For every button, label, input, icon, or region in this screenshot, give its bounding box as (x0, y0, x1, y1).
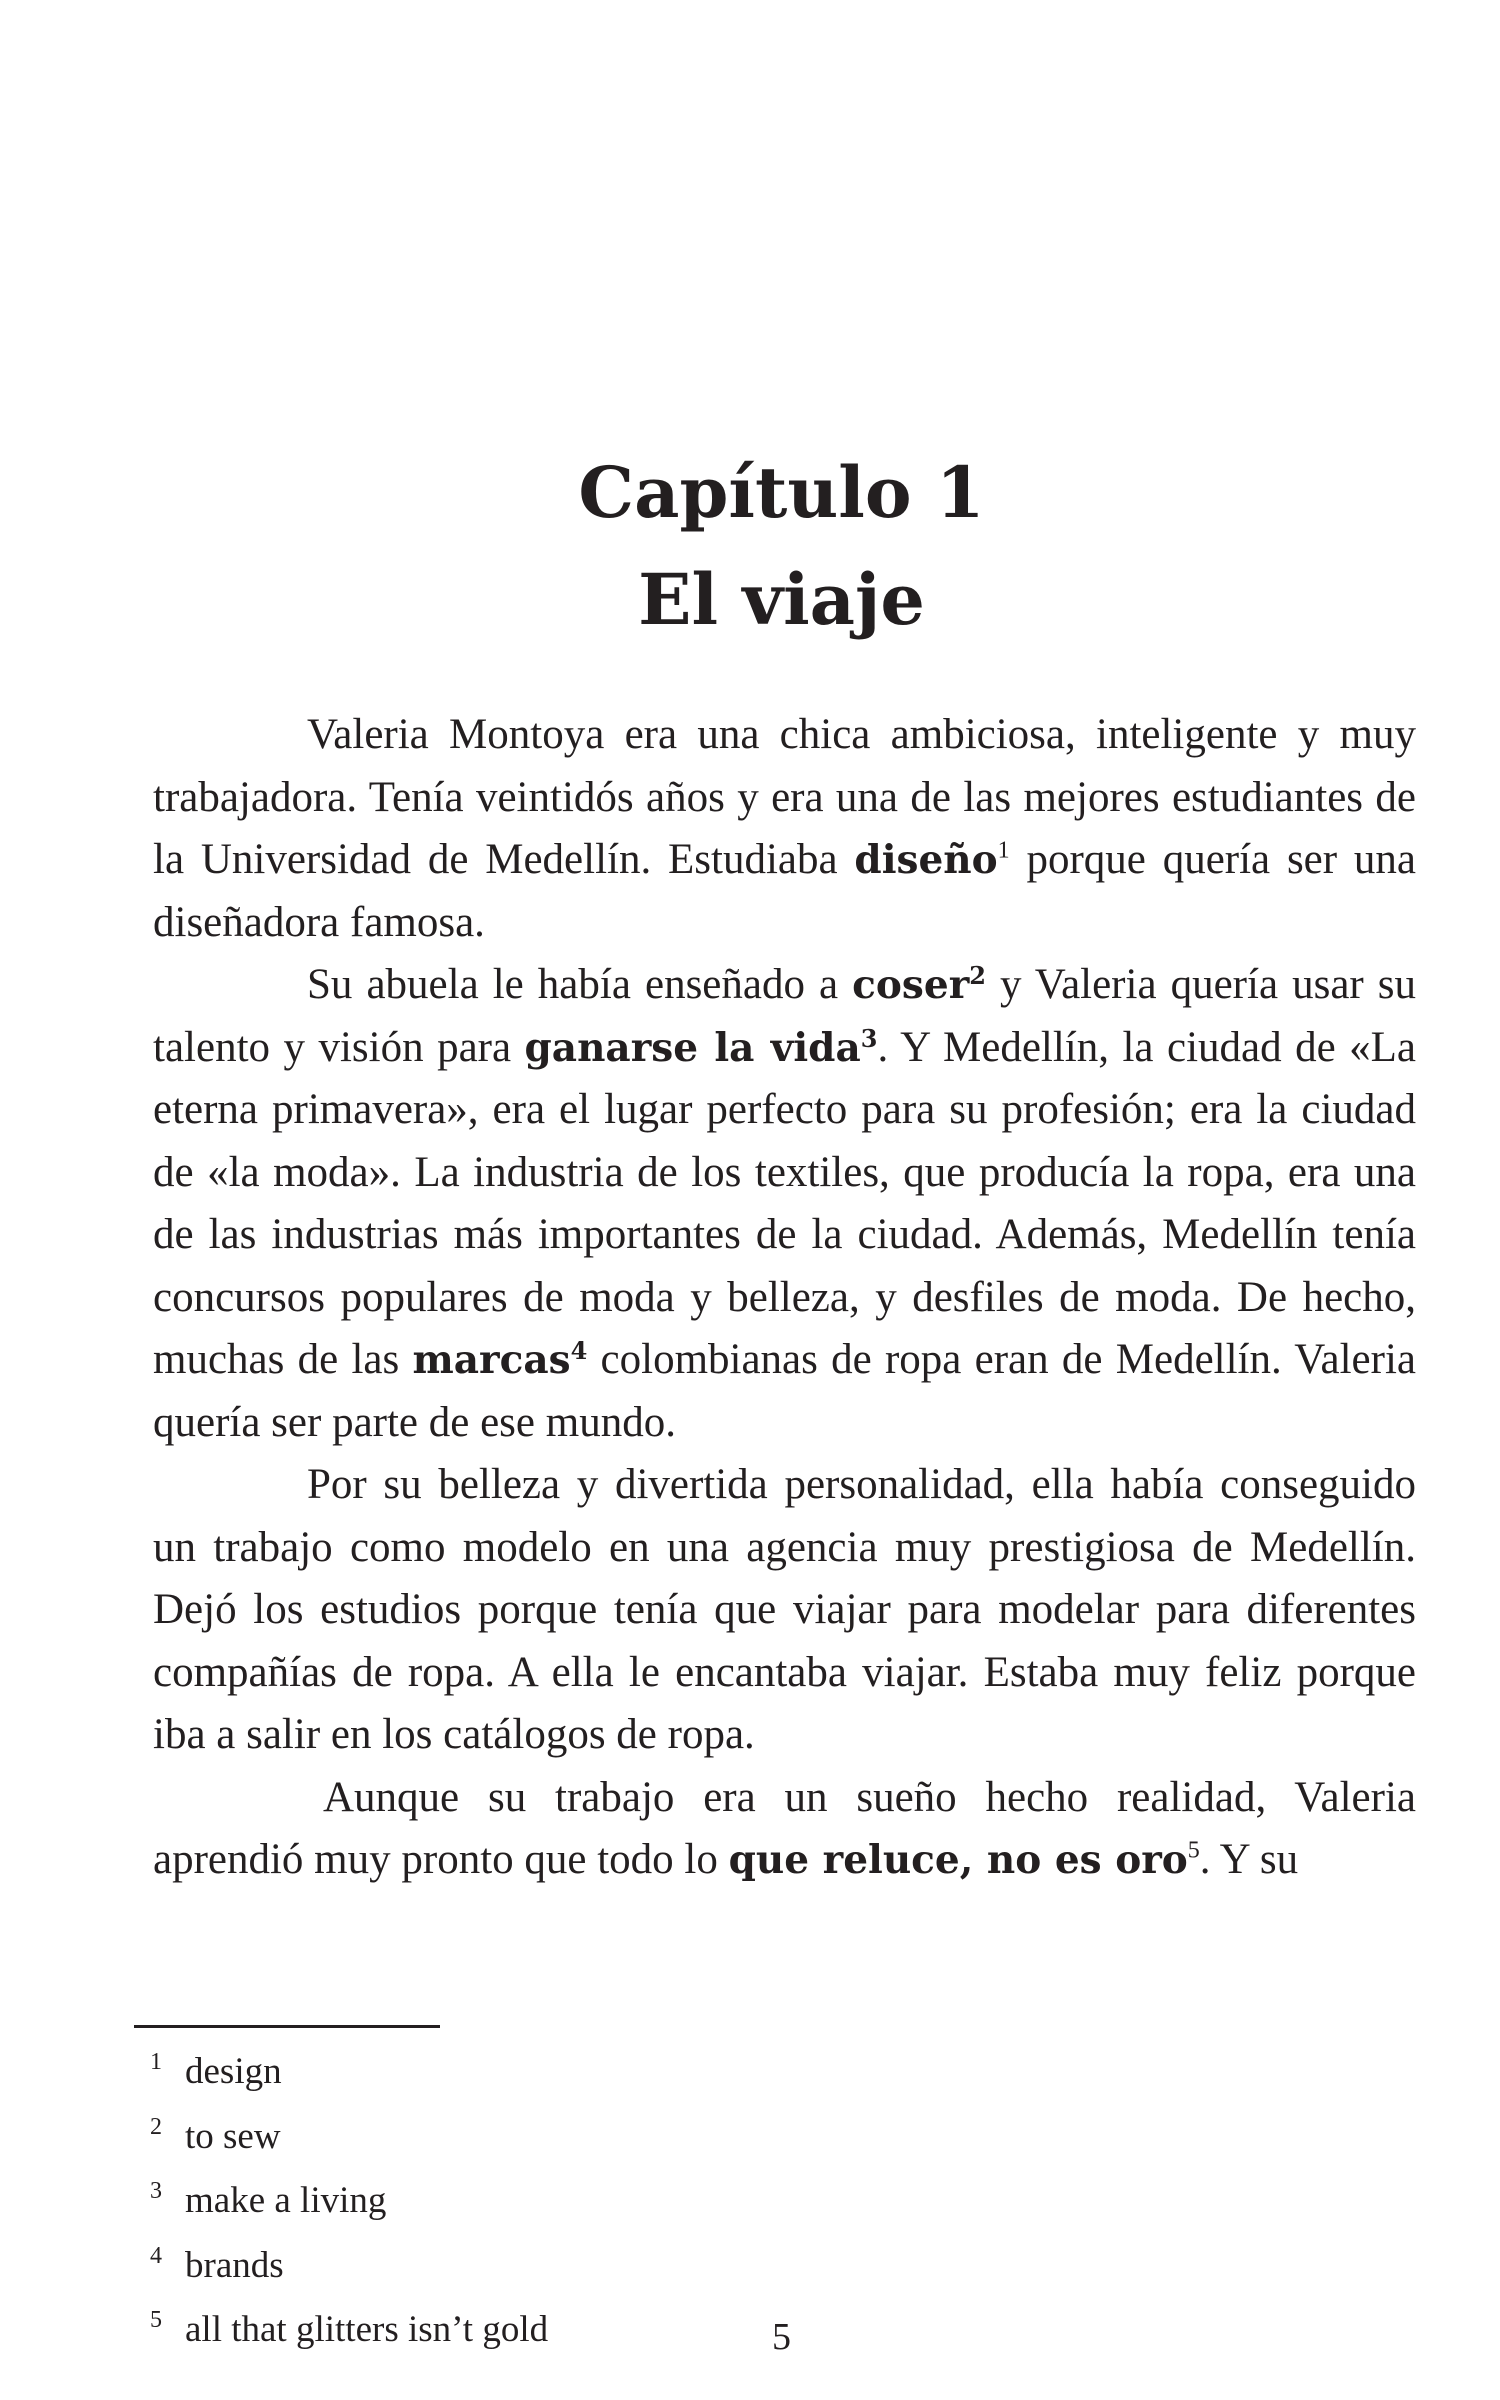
footnote-item (150, 2229, 1050, 2294)
footnote-text: make a living (185, 2180, 387, 2221)
footnote-number: 3 (150, 2178, 162, 2204)
footnote-item (150, 2035, 1050, 2100)
text-run: Aunque su trabajo era un sueño hecho realidad, Valeria aprendió muy pronto que todo lo (153, 1773, 1416, 1883)
keyword-text: coser (852, 962, 970, 1008)
footnote-item (150, 2164, 1050, 2229)
body-text (153, 704, 1416, 1892)
keyword-marcas (413, 1337, 588, 1383)
text-run: colombianas de ropa eran de Medellín. Valeria quería ser parte de ese mundo. (153, 1336, 1416, 1446)
footnote-ref: 3 (860, 1023, 878, 1053)
paragraph-3: Por su belleza y divertida personalidad, ella había conseguido un trabajo como modelo en una agencia muy prestigiosa de Medellín. Dejó los estudios porque tenía que viajar para modelar para diferentes compañías de ropa. A ella le encantaba viajar. Estaba muy feliz porque iba a salir en los catálogos de ropa. (153, 1461, 1416, 1758)
text-run: Su abuela le había enseñado a (307, 961, 853, 1008)
footnote-number: 1 (150, 2049, 162, 2075)
paragraph-2 (153, 954, 1416, 1454)
footnote-number: 2 (150, 2113, 162, 2140)
paragraph-1 (153, 704, 1416, 954)
keyword-diseno: diseño (854, 837, 998, 883)
footnote-ref: 4 (570, 1336, 588, 1365)
footnote-text: to sew (185, 2115, 281, 2157)
footnote-number: 5 (150, 2307, 162, 2333)
text-run: Valeria Montoya era una chica ambiciosa, inteligente y muy trabajadora. Tenía veintidós años y era una de las mejores estudiantes de la Universidad de Medellín. Estudiaba (153, 711, 1416, 883)
keyword-coser (852, 962, 986, 1008)
text-run: . Y su (1199, 1836, 1299, 1883)
footnote-number: 4 (150, 2242, 162, 2269)
text-run: y Valeria quería usar su talento y visión para (153, 961, 1417, 1071)
chapter-number: Capítulo 1 (578, 451, 985, 534)
keyword-que-reluce-no-es-oro: que reluce, no es oro (728, 1837, 1188, 1883)
footnote-divider (134, 2025, 440, 2028)
footnotes-list (150, 2035, 1050, 2358)
keyword-text: ganarse la vida (524, 1024, 861, 1071)
footnote-text: design (185, 2051, 282, 2092)
footnote-ref: 5 (1187, 1837, 1200, 1864)
footnote-text: brands (185, 2244, 284, 2286)
footnote-ref: 2 (969, 961, 986, 990)
keyword-ganarse-la-vida (525, 1025, 878, 1071)
chapter-title: El viaje (638, 558, 925, 641)
text-run: . Y Medellín, la ciudad de «La eterna primavera», era el lugar perfecto para su profesión; era la ciudad de «la moda». La industria de los textiles, que producía la ropa, era una de las industrias más importantes de la ciudad. Además, Medellín tenía concursos populares de moda y belleza, y desfiles de moda. De hecho, muchas de las (153, 1023, 1416, 1383)
footnote-ref: 1 (997, 837, 1010, 864)
page-number: 5 (772, 2316, 791, 2358)
text-run: porque quería ser una diseñadora famosa. (153, 836, 1416, 946)
footnote-item (150, 2100, 1050, 2165)
footnote-text: all that glitters isn’t gold (185, 2309, 549, 2350)
paragraph-4 (153, 1767, 1416, 1892)
keyword-text: marcas (412, 1337, 571, 1383)
